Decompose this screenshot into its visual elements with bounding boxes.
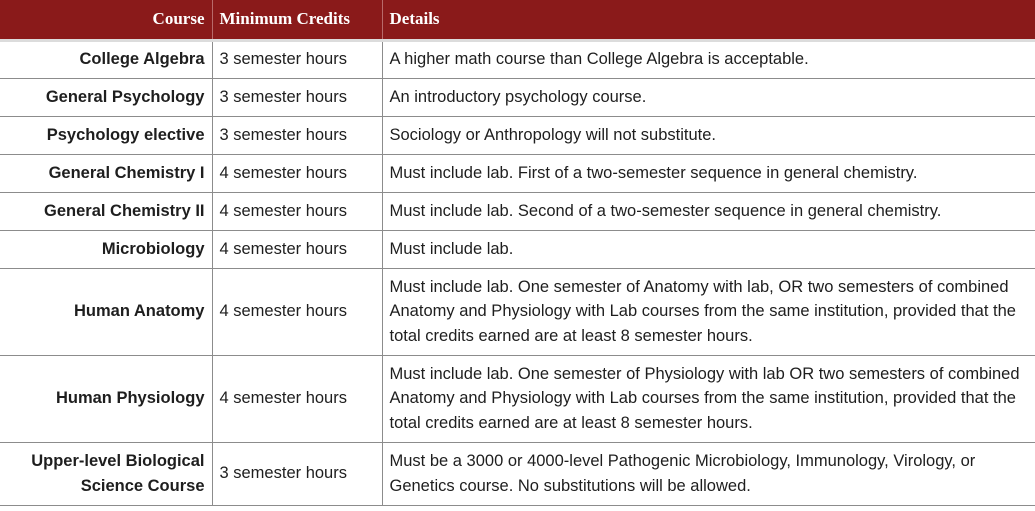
credits-cell: 3 semester hours <box>212 442 382 505</box>
course-cell: General Psychology <box>0 78 212 116</box>
credits-cell: 4 semester hours <box>212 355 382 442</box>
credits-cell: 4 semester hours <box>212 192 382 230</box>
table-row <box>0 442 1035 505</box>
credits-cell: 3 semester hours <box>212 116 382 154</box>
details-cell: Must include lab. One semester of Physiology with lab OR two semesters of combined Anatomy and Physiology with Lab courses from the same institution, provided that the total credits earned are at least 8 semester hours. <box>382 355 1035 442</box>
table-header <box>0 0 1035 40</box>
table-row <box>0 230 1035 268</box>
table-row <box>0 116 1035 154</box>
table-body <box>0 40 1035 505</box>
table-row <box>0 154 1035 192</box>
details-cell: Must include lab. One semester of Anatomy with lab, OR two semesters of combined Anatomy and Physiology with Lab courses from the same institution, provided that the total credits earned are at least 8 semester hours. <box>382 268 1035 355</box>
course-cell: Human Physiology <box>0 355 212 442</box>
details-cell: A higher math course than College Algebra is acceptable. <box>382 40 1035 78</box>
table-row <box>0 40 1035 78</box>
details-cell: Must include lab. <box>382 230 1035 268</box>
course-cell: Upper-level Biological Science Course <box>0 442 212 505</box>
details-cell: Must include lab. Second of a two-semester sequence in general chemistry. <box>382 192 1035 230</box>
table-row <box>0 78 1035 116</box>
table-row <box>0 268 1035 355</box>
details-cell: An introductory psychology course. <box>382 78 1035 116</box>
header-row <box>0 0 1035 40</box>
course-cell: Microbiology <box>0 230 212 268</box>
course-cell: General Chemistry II <box>0 192 212 230</box>
credits-cell: 4 semester hours <box>212 230 382 268</box>
table-row <box>0 355 1035 442</box>
details-cell: Sociology or Anthropology will not substitute. <box>382 116 1035 154</box>
credits-column-header: Minimum Credits <box>212 0 382 40</box>
course-cell: General Chemistry I <box>0 154 212 192</box>
course-cell: Psychology elective <box>0 116 212 154</box>
credits-cell: 4 semester hours <box>212 268 382 355</box>
table-row <box>0 192 1035 230</box>
details-column-header: Details <box>389 9 440 29</box>
course-column-header: Course <box>0 0 212 40</box>
details-cell: Must include lab. First of a two-semester sequence in general chemistry. <box>382 154 1035 192</box>
credits-cell: 3 semester hours <box>212 78 382 116</box>
credits-cell: 3 semester hours <box>212 40 382 78</box>
course-cell: College Algebra <box>0 40 212 78</box>
details-cell: Must be a 3000 or 4000-level Pathogenic Microbiology, Immunology, Virology, or Genetics course. No substitutions will be allowed. <box>382 442 1035 505</box>
credits-cell: 4 semester hours <box>212 154 382 192</box>
course-cell: Human Anatomy <box>0 268 212 355</box>
